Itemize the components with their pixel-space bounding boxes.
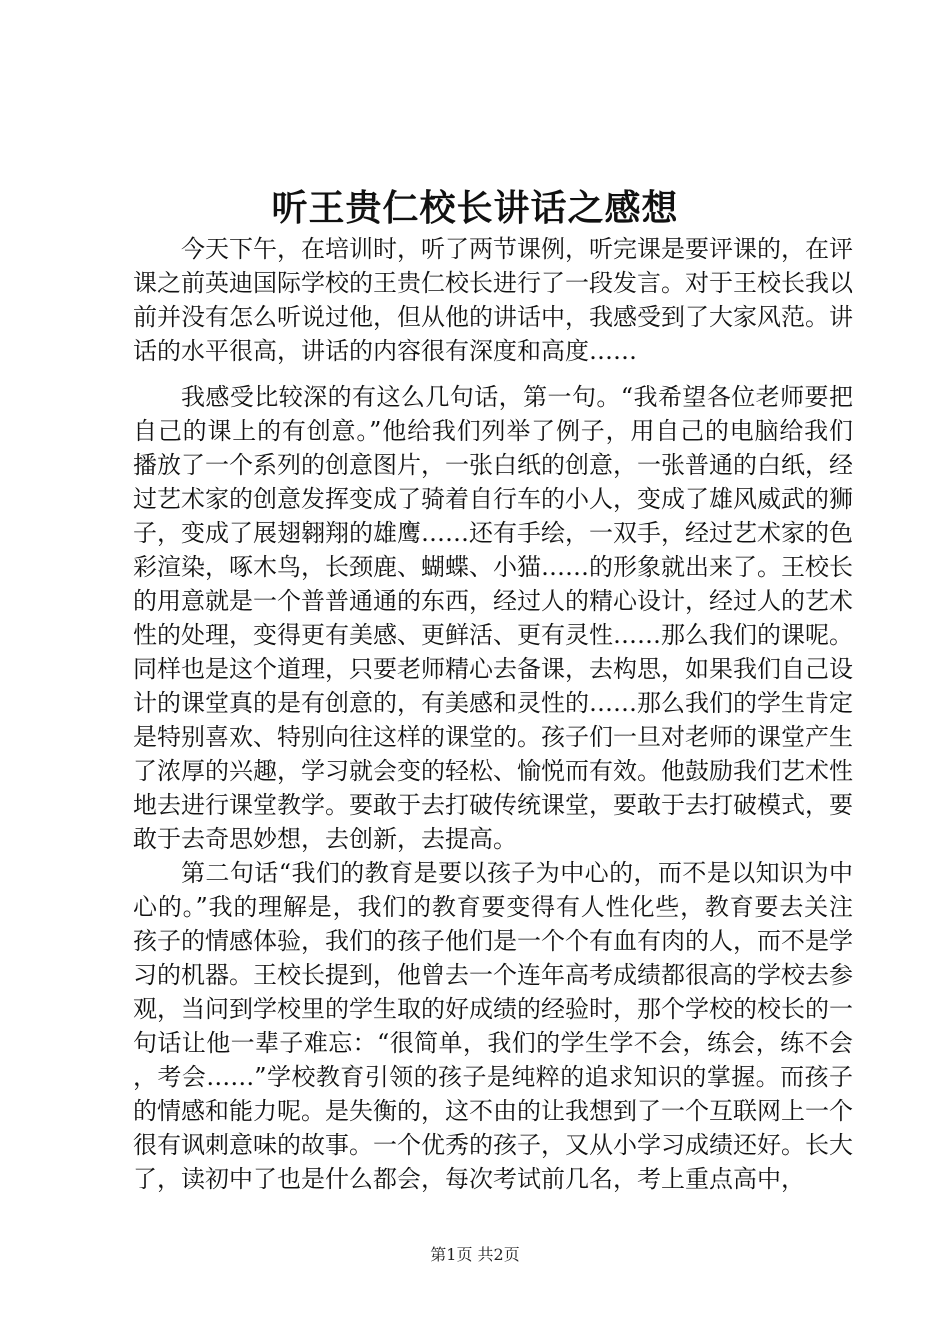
paragraph-3: 第二句话“我们的教育是要以孩子为中心的，而不是以知识为中心的。”我的理解是，我们的教育要变得有人性化些，教育要去关注孩子的情感体验，我们的孩子他们是一个个有血有肉的人，而不是学习的机器。王校长提到，他曾去一个连年高考成绩都很高的学校去参观，当问到学校里的学生取的好成绩的经验时，那个学校的校长的一句话让他一辈子难忘：“很简单，我们的学生学不会，练会，练不会，考会……”学校教育引领的孩子是纯粹的追求知识的掌握。而孩子的情感和能力呢。是失衡的，这不由的让我想到了一个互联网上一个很有讽刺意味的故事。一个优秀的孩子，又从小学习成绩还好。长大了，读初中了也是什么都会，每次考试前几名，考上重点高中， bbox=[133, 859, 853, 1193]
page-footer: 第1页 共2页 bbox=[430, 1245, 520, 1264]
document-title: 听王贵仁校长讲话之感想 bbox=[271, 187, 679, 229]
document-body bbox=[133, 232, 853, 1196]
paragraph-2: 我感受比较深的有这么几句话，第一句。“我希望各位老师要把自己的课上的有创意。”他给我们列举了例子，用自己的电脑给我们播放了一个系列的创意图片，一张白纸的创意，一张普通的白纸，经过艺术家的创意发挥变成了骑着自行车的小人，变成了雄风威武的狮子，变成了展翅翱翔的雄鹰……还有手绘，一双手，经过艺术家的色彩渲染，啄木鸟，长颈鹿、蝴蝶、小猫……的形象就出来了。王校长的用意就是一个普普通通的东西，经过人的精心设计，经过人的艺术性的处理，变得更有美感、更鲜活、更有灵性……那么我们的课呢。同样也是这个道理，只要老师精心去备课，去构思，如果我们自己设计的课堂真的是有创意的，有美感和灵性的……那么我们的学生肯定是特别喜欢、特别向往这样的课堂的。孩子们一旦对老师的课堂产生了浓厚的兴趣，学习就会变的轻松、愉悦而有效。他鼓励我们艺术性地去进行课堂教学。要敢于去打破传统课堂，要敢于去打破模式，要敢于去奇思妙想，去创新，去提高。 bbox=[133, 383, 853, 853]
paragraph-1: 今天下午，在培训时，听了两节课例，听完课是要评课的，在评课之前英迪国际学校的王贵仁校长进行了一段发言。对于王校长我以前并没有怎么听说过他，但从他的讲话中，我感受到了大家风范。讲话的水平很高，讲话的内容很有深度和高度…… bbox=[133, 235, 853, 365]
